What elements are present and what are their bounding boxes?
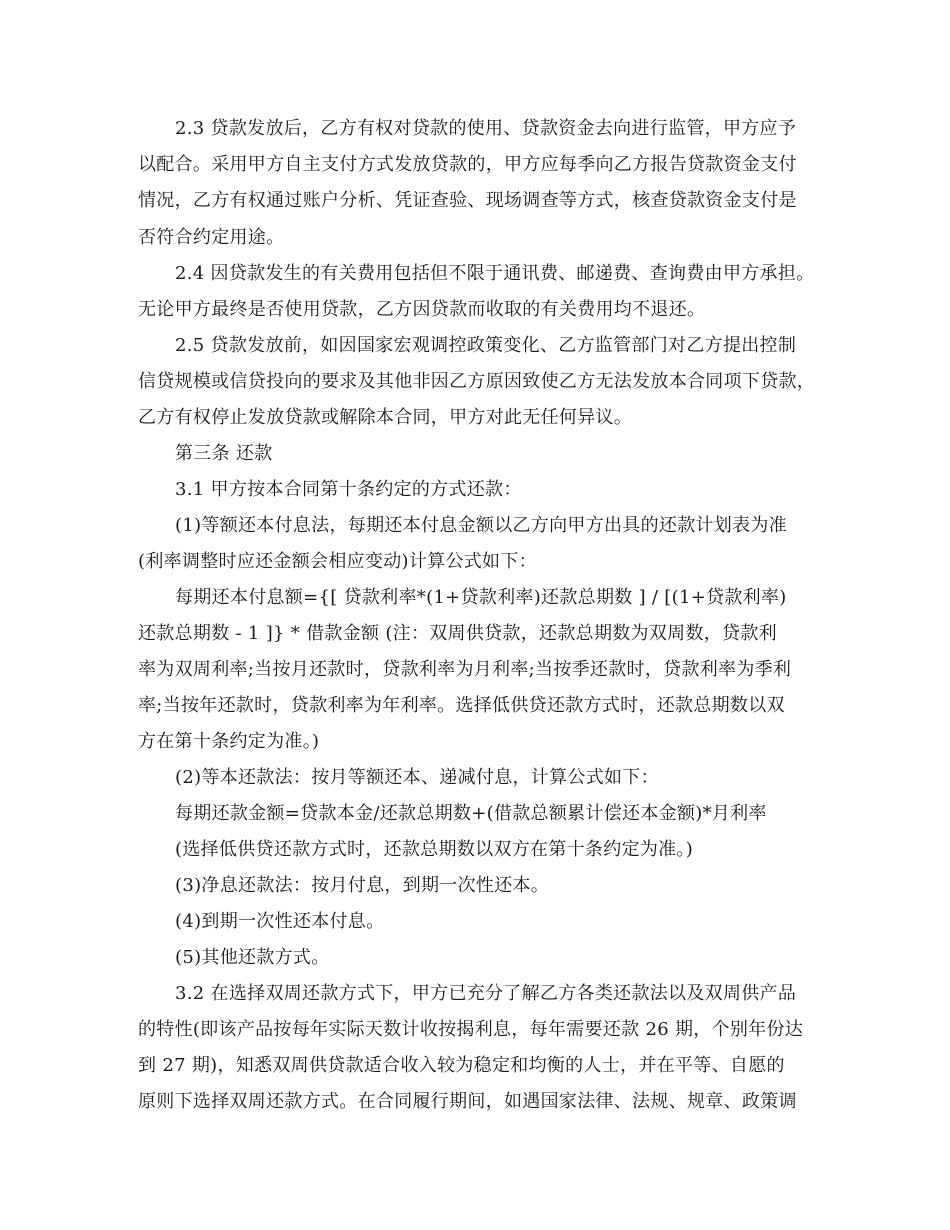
text-line: 3.2 在选择双周还款方式下，甲方已充分了解乙方各类还款法以及双周供产品	[175, 983, 797, 1004]
text-line: (1)等额还本付息法，每期还本付息金额以乙方向甲方出具的还款计划表为准	[175, 515, 787, 536]
text-line: 乙方有权停止发放贷款或解除本合同，甲方对此无任何异议。	[138, 407, 633, 428]
formula-line: 每期还款金额=贷款本金/还款总期数+(借款总额累计偿还本金额)*月利率	[175, 803, 767, 824]
text-line: 率;当按年还款时，贷款利率为年利率。选择低供贷还款方式时，还款总期数以双	[138, 695, 785, 716]
text-line: (2)等本还款法：按月等额还本、递减付息，计算公式如下：	[175, 767, 659, 788]
section-heading: 第三条 还款	[175, 443, 273, 464]
formula-line: 每期还本付息额={[ 贷款利率*(1+贷款利率)还款总期数 ] / [(1+贷款利率)	[175, 587, 787, 608]
text-line: 率为双周利率;当按月还款时，贷款利率为月利率;当按季还款时，贷款利率为季利	[138, 659, 792, 680]
text-line: 无论甲方最终是否使用贷款，乙方因贷款而收取的有关费用均不退还。	[138, 299, 706, 320]
text-line: (5)其他还款方式。	[175, 947, 330, 968]
text-line: 到 27 期)，知悉双周供贷款适合收入较为稳定和均衡的人士，并在平等、自愿的	[138, 1055, 785, 1076]
text-line: (选择低供贷还款方式时，还款总期数以双方在第十条约定为准。)	[175, 839, 694, 860]
text-line: 情况，乙方有权通过账户分析、凭证查验、现场调查等方式，核查贷款资金支付是	[138, 190, 797, 211]
text-line: 以配合。采用甲方自主支付方式发放贷款的，甲方应每季向乙方报告贷款资金支付	[138, 154, 797, 175]
text-line: 2.4 因贷款发生的有关费用包括但不限于通讯费、邮递费、查询费由甲方承担。	[175, 263, 815, 284]
text-line: 2.3 贷款发放后，乙方有权对贷款的使用、贷款资金去向进行监管，甲方应予	[175, 118, 797, 139]
text-line: 原则下选择双周还款方式。在合同履行期间，如遇国家法律、法规、规章、政策调	[138, 1091, 797, 1112]
text-line: 2.5 贷款发放前，如因国家宏观调控政策变化、乙方监管部门对乙方提出控制	[175, 335, 797, 356]
formula-line: 还款总期数 - 1 ]} * 借款金额 (注：双周供贷款，还款总期数为双周数，贷款利	[138, 623, 777, 644]
text-line: (4)到期一次性还本付息。	[175, 911, 385, 932]
text-line: 方在第十条约定为准。)	[138, 731, 320, 752]
text-line: 3.1 甲方按本合同第十条约定的方式还款：	[175, 479, 522, 500]
text-line: 信贷规模或信贷投向的要求及其他非因乙方原因致使乙方无法发放本合同项下贷款，	[138, 371, 816, 392]
text-line: 否符合约定用途。	[138, 227, 285, 248]
text-line: (3)净息还款法：按月付息，到期一次性还本。	[175, 875, 550, 896]
text-line: (利率调整时应还金额会相应变动)计算公式如下：	[138, 551, 537, 572]
text-line: 的特性(即该产品按每年实际天数计收按揭利息，每年需要还款 26 期，个别年份达	[138, 1019, 804, 1040]
